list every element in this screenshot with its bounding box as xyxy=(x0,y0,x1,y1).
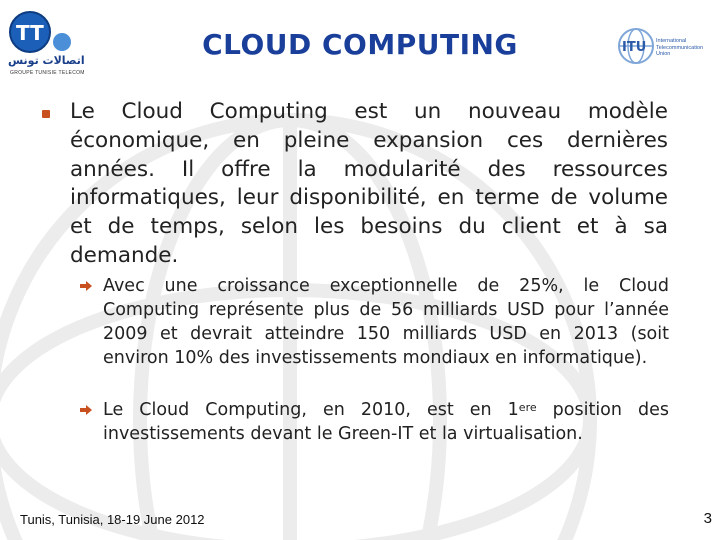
itu-text-line-3: Union xyxy=(656,51,671,57)
main-bullet-icon xyxy=(42,110,50,118)
itu-text-line-2: Telecommunication xyxy=(656,44,704,51)
main-paragraph: Le Cloud Computing est un nouveau modèle économique, en pleine expansion ces dernières années. Il offre la modularité des ressources informatiques, leur disponibilité, en terme de volume et de temps, selon les besoins du client et à sa demande. xyxy=(70,99,668,268)
ranking-superscript: ere xyxy=(518,401,537,414)
ranking-text-after: position des investissements devant le Green-IT et la virtualisation. xyxy=(103,400,670,444)
sub-bullet-growth: Avec une croissance exceptionnelle de 25%, le Cloud Computing représente plus de 56 milliards USD pour l’année 2009 et devrait atteindre 150 milliards USD en 2013 (soit environ 10% des investissements mondiaux en informatique). xyxy=(103,276,669,368)
arrow-bullet-icon xyxy=(80,405,92,415)
slide-title: CLOUD COMPUTING xyxy=(202,28,518,61)
sub-bullet-ranking xyxy=(103,398,669,446)
itu-mark: ITU xyxy=(622,40,647,55)
ranking-text-before: Le Cloud Computing, en 2010, est en 1 xyxy=(103,400,519,420)
tt-logo-tagline: GROUPE TUNISIE TELECOM xyxy=(10,70,85,76)
footer-event-info: Tunis, Tunisia, 18-19 June 2012 xyxy=(20,512,205,527)
tt-logo-arabic: اتصالات تونس xyxy=(8,54,85,67)
svg-text:TT: TT xyxy=(16,21,44,45)
page-number: 3 xyxy=(703,510,712,527)
arrow-bullet-icon xyxy=(80,281,92,291)
itu-text-line-1: International xyxy=(656,38,687,44)
